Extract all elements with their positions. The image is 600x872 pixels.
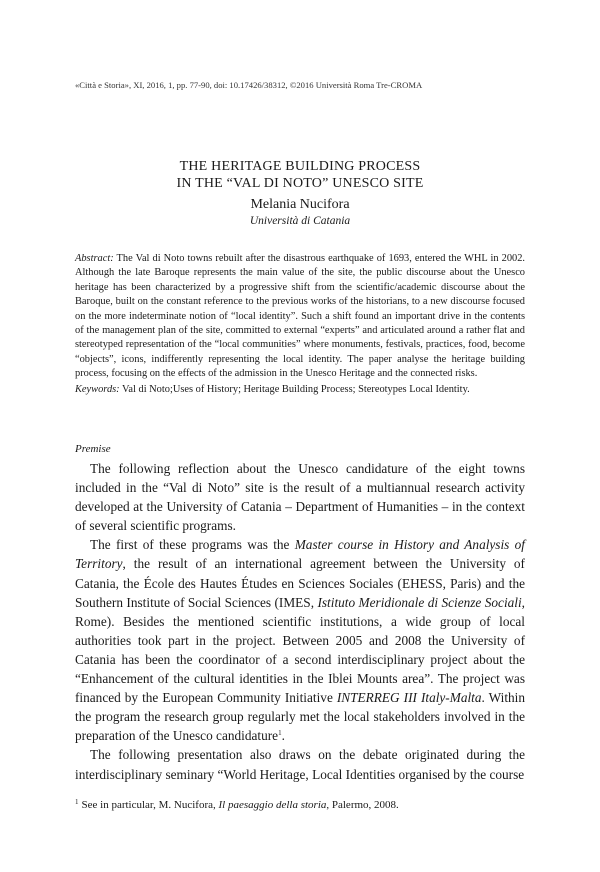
footnote-mark: 1 bbox=[75, 798, 79, 806]
master-course-title: Master course in History and Analysis of Territory bbox=[75, 537, 525, 572]
body-text bbox=[75, 459, 525, 784]
author-name: Melania Nucifora bbox=[250, 197, 350, 212]
title-block bbox=[75, 158, 525, 229]
abstract-text: The Val di Noto towns rebuilt after the disastrous earthquake of 1693, entered the WHL in 2002. Although the late Baroque represents the main value of the site, the public discourse about the Unesco heritage has been characterized by a progressive shift from the scientific/academic discourse about the Baroque, built on the constant reference to the previous works of the historians, to a new discourse focused on the more indeterminate notion of “local identity”. Such a shift found an important drive in the contents of the management plan of the site, committed to external “experts” and articulated around a rather flat and stereotyped representation of the “local communities” where monuments, festivals, practices, food, become “objects”, icons, indifferently representing the local identity. The paper analyse the heritage building process, focusing on the effects of the admission in the Unesco Heritage and the connected risks. bbox=[75, 253, 525, 380]
body-paragraph-1: The following reflection about the Unesco candidature of the eight towns included in the “Val di Noto” site is the result of a multiannual research activity developed at the University of Catania – Department of Humanities – in the context of several scientific programs. bbox=[75, 461, 525, 534]
article-title-line-1: THE HERITAGE BUILDING PROCESS bbox=[179, 159, 421, 174]
footnote-text-b: , Palermo, 2008. bbox=[326, 799, 399, 811]
footnote-book-title: Il paesaggio della storia bbox=[218, 799, 327, 811]
interreg-name: INTERREG III Italy-Malta bbox=[336, 690, 482, 706]
imes-name: Istituto Meridionale di Scienze Sociali bbox=[317, 594, 522, 610]
keywords-text: Val di Noto;Uses of History; Heritage Building Process; Stereotypes Local Identity. bbox=[119, 383, 470, 395]
keywords-paragraph bbox=[75, 383, 525, 397]
footnote-text-a: See in particular, M. Nucifora, bbox=[81, 799, 219, 811]
p2-text-c: , Rome). Besides the mentioned scientific institutions, a wide group of local authorities took part in the project. Between 2005 and 2008 the University of Catania has been the coordinator of a second interdisciplinary project about the “Enhancement of the cultural identities in the Iblei Mounts area”. The project was financed by the European Community Initiative bbox=[75, 594, 525, 706]
abstract-label: Abstract: bbox=[75, 253, 114, 264]
keywords-label: Keywords: bbox=[75, 383, 120, 395]
p2-text-a: The first of these programs was the bbox=[90, 537, 295, 553]
abstract-block bbox=[75, 252, 525, 397]
footnote-ref[interactable]: 1 bbox=[278, 729, 282, 738]
p2-text-d: . Within the program the research group regularly met the local stakeholders involved in the preparation of the Unesco candidature bbox=[75, 690, 526, 744]
footnote bbox=[75, 795, 525, 812]
p2-text-e: . bbox=[281, 728, 285, 744]
section-heading: Premise bbox=[75, 443, 111, 455]
abstract-paragraph bbox=[75, 252, 525, 382]
body-paragraph-3: The following presentation also draws on the debate originated during the interdisciplinary seminary “World Heritage, Local Identities organised by the course bbox=[75, 747, 525, 782]
article-title-line-2: IN THE “VAL DI NOTO” UNESCO SITE bbox=[176, 176, 424, 191]
author-affiliation: Università di Catania bbox=[249, 215, 351, 227]
p2-text-b: , the result of an international agreement between the University of Catania, the École des Hautes Études en Sciences Sociales (EHESS, Paris) and the Southern Institute of Social Sciences (IMES, bbox=[75, 556, 525, 610]
body-paragraph-2 bbox=[75, 535, 525, 745]
running-head: «Città e Storia», XI, 2016, 1, pp. 77-90, doi: 10.17426/38312, ©2016 Università Roma Tre-CROMA bbox=[75, 80, 423, 90]
